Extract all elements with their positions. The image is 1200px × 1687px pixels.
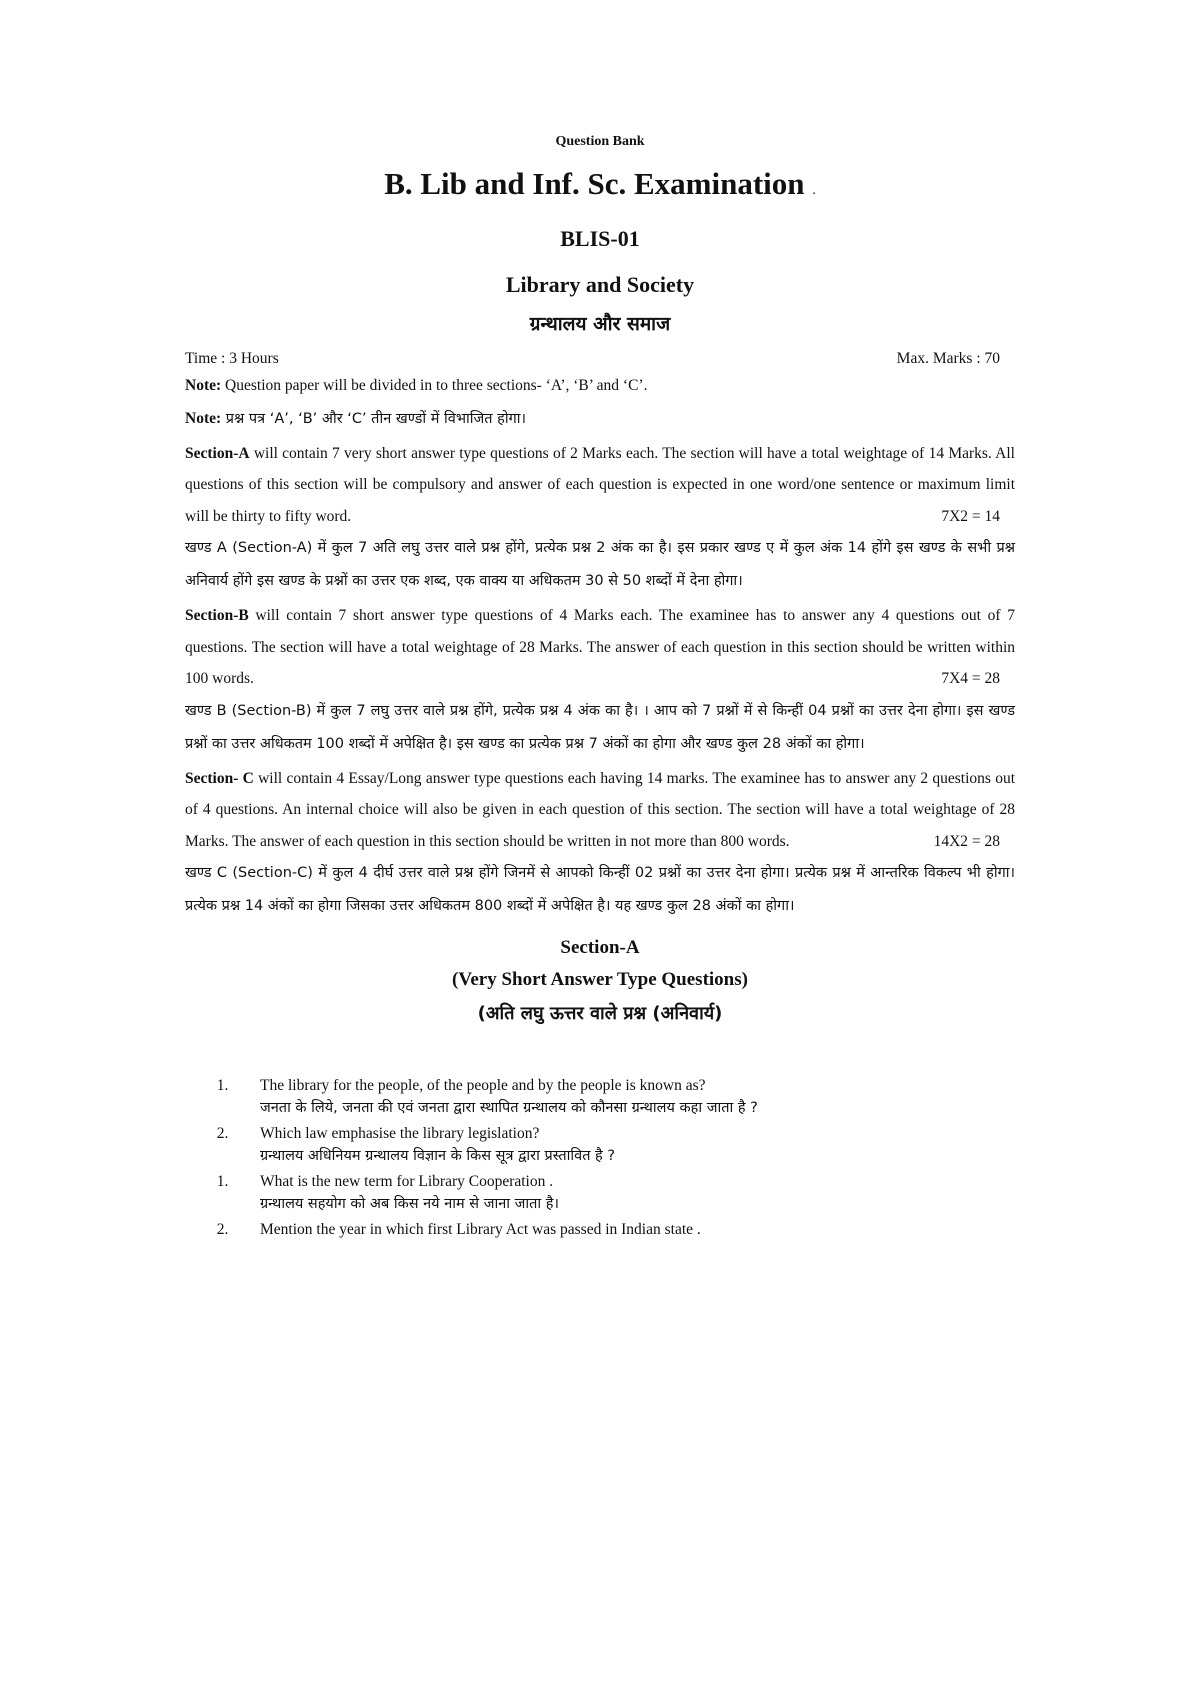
question-text (260, 1123, 615, 1167)
section-c-marks: 14X2 = 28 (933, 832, 1000, 850)
question-text (260, 1075, 758, 1119)
section-b-marks: 7X4 = 28 (941, 670, 1000, 687)
subject-title: Library and Society (505, 272, 695, 297)
question-number: 2. (216, 1125, 229, 1142)
question-english: Which law emphasise the library legislation? (260, 1125, 540, 1142)
note-label: Note: (185, 377, 222, 394)
note-english-text: Question paper will be divided in to three sections- ‘A’, ‘B’ and ‘C’. (221, 377, 648, 394)
document-page (0, 134, 1200, 1687)
section-c-text: will contain 4 Essay/Long answer type questions each having 14 marks. The examinee has to answer any 2 questions out of 4 questions. An internal choice will also be given in each question of this section. The section will have a total weightage of 28 Marks. The answer of each question in this section should be written in not more than 800 words. (185, 769, 1015, 850)
section-c-description (185, 763, 1015, 858)
section-b-description (185, 600, 1015, 695)
question-text (260, 1171, 559, 1215)
subject-title-hindi: ग्रन्थालय और समाज (529, 313, 671, 335)
section-a-subheading-hindi: (अति लघु ऊत्तर वाले प्रश्न (अनिवार्य) (477, 1003, 723, 1024)
max-marks-label: Max. Marks : 70 (896, 350, 1000, 367)
question-number: 2. (216, 1221, 229, 1238)
question-hindi: जनता के लिये, जनता की एवं जनता द्वारा स्थापित ग्रन्थालय को कौनसा ग्रन्थालय कहा जाता है ? (260, 1100, 758, 1116)
time-marks-row (185, 350, 1015, 368)
question-english: Mention the year in which first Library Act was passed in Indian state . (260, 1221, 701, 1238)
note-hindi (185, 402, 1015, 436)
time-label: Time : 3 Hours (185, 350, 279, 367)
note-english (185, 370, 1015, 402)
exam-title (185, 166, 1015, 202)
section-a-description (185, 438, 1015, 533)
section-a-label: Section-A (185, 444, 250, 462)
question-number: 1. (216, 1173, 229, 1190)
section-c-label: Section- C (185, 769, 254, 787)
question-english: What is the new term for Library Cooperation . (260, 1173, 554, 1190)
list-item (185, 1171, 1015, 1215)
question-text (260, 1219, 701, 1241)
section-a-subheading: (Very Short Answer Type Questions) (452, 969, 748, 990)
section-b-label: Section-B (185, 607, 249, 624)
section-a-hindi: खण्ड A (Section-A) में कुल 7 अति लघु उत्तर वाले प्रश्न होंगे, प्रत्येक प्रश्न 2 अंक का है। इस प्रकार खण्ड ए में कुल अंक 14 होंगे इस खण्ड के सभी प्रश्न अनिवार्य होंगे इस खण्ड के प्रश्नों का उत्तर एक शब्द, एक वाक्य या अधिकतम 30 से 50 शब्दों में देना होगा। (185, 540, 1015, 589)
question-hindi: ग्रन्थालय अधिनियम ग्रन्थालय विज्ञान के किस सूत्र द्वारा प्रस्तावित है ? (260, 1148, 616, 1164)
section-a-heading: Section-A (560, 937, 640, 958)
question-list (185, 1075, 1015, 1241)
note-label-hindi: Note: (185, 409, 222, 427)
section-b-hindi: खण्ड B (Section-B) में कुल 7 लघु उत्तर वाले प्रश्न होंगे, प्रत्येक प्रश्न 4 अंक का है। । आप को 7 प्रश्नों में से किन्हीं 04 प्रश्नों का उत्तर देना होगा। इस खण्ड प्रश्नों का उत्तर अधिकतम 100 शब्दों में अपेक्षित है। इस खण्ड का प्रत्येक प्रश्न 7 अंकों का होगा और खण्ड कुल 28 अंकों का होगा। (185, 702, 1015, 752)
list-item (185, 1075, 1015, 1119)
exam-title-text: B. Lib and Inf. Sc. Examination (384, 166, 805, 201)
section-a-marks: 7X2 = 14 (941, 507, 1000, 525)
question-english: The library for the people, of the people and by the people is known as? (260, 1077, 706, 1094)
list-item (185, 1219, 1015, 1241)
note-hindi-text: प्रश्न पत्र ‘A’, ‘B’ और ‘C’ तीन खण्डों में विभाजित होगा। (221, 410, 527, 427)
course-code: BLIS-01 (560, 226, 640, 251)
section-b-text: will contain 7 short answer type questions of 4 Marks each. The examinee has to answer any 4 questions out of 7 questions. The section will have a total weightage of 28 Marks. The answer of each question in this section should be written within 100 words. (185, 607, 1015, 687)
question-hindi: ग्रन्थालय सहयोग को अब किस नये नाम से जाना जाता है। (260, 1196, 559, 1212)
section-c-hindi: खण्ड C (Section-C) में कुल 4 दीर्घ उत्तर वाले प्रश्न होंगे जिनमें से आपको किन्हीं 02 प्रश्नों का उत्तर देना होगा। प्रत्येक प्रश्न में आन्तरिक विकल्प भी होगा। प्रत्येक प्रश्न 14 अंकों का होगा जिसका उत्तर अधिकतम 800 शब्दों में अपेक्षित है। यह खण्ड कुल 28 अंकों का होगा। (185, 865, 1015, 914)
section-a-text: will contain 7 very short answer type questions of 2 Marks each. The section will have a total weightage of 14 Marks. All questions of this section will be compulsory and answer of each question is expected in one word/one sentence or maximum limit will be thirty to fifty word. (185, 444, 1015, 525)
doc-label: Question Bank (555, 134, 645, 149)
question-number: 1. (216, 1077, 229, 1094)
list-item (185, 1123, 1015, 1167)
exam-title-suffix: . (812, 183, 816, 198)
